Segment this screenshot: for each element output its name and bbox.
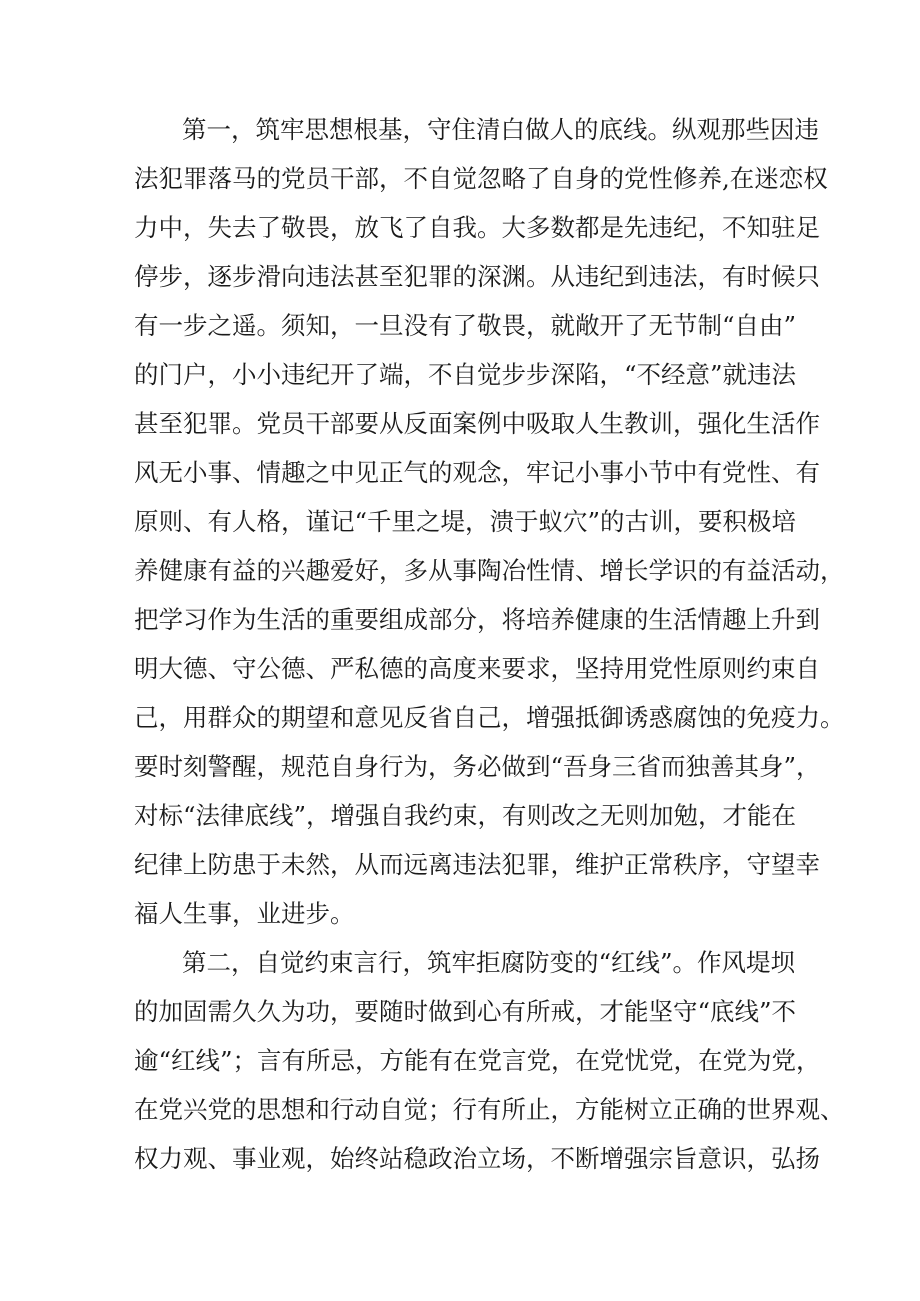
paragraph-1-line-8: 风无小事、情趣之中见正气的观念，牢记小事小节中有党性、有 xyxy=(134,458,820,487)
paragraph-1-line-13: 己，用群众的期望和意见反省自己，增强抵御诱惑腐蚀的免疫力。 xyxy=(134,703,845,732)
paragraph-1-line-3: 力中，失去了敬畏，放飞了自我。大多数都是先违纪，不知驻足 xyxy=(134,213,820,242)
paragraph-1-line-5: 有一步之遥。须知，一旦没有了敬畏，就敞开了无节制“自由” xyxy=(134,311,797,340)
paragraph-1-line-14: 要时刻警醒，规范自身行为，务必做到“吾身三省而独善其身”， xyxy=(134,752,821,781)
paragraph-2-line-5: 权力观、事业观，始终站稳政治立场，不断增强宗旨意识，弘扬 xyxy=(134,1144,820,1173)
paragraph-1-line-10: 养健康有益的兴趣爱好，多从事陶冶性情、增长学识的有益活动， xyxy=(134,556,845,585)
paragraph-1-line-1: 第一，筑牢思想根基，守住清白做人的底线。纵观那些因违 xyxy=(182,115,819,144)
paragraph-1-line-2: 法犯罪落马的党员干部，不自觉忽略了自身的党性修养,在迷恋权 xyxy=(134,164,828,193)
paragraph-1-line-4: 停步，逐步滑向违法甚至犯罪的深渊。从违纪到违法，有时候只 xyxy=(134,262,820,291)
paragraph-2-line-3: 逾“红线”；言有所忌，方能有在党言党，在党忧党，在党为党， xyxy=(134,1046,821,1075)
paragraph-1-line-15: 对标“法律底线”，增强自我约束，有则改之无则加勉，才能在 xyxy=(134,801,797,830)
paragraph-1-line-12: 明大德、守公德、严私德的高度来要求，坚持用党性原则约束自 xyxy=(134,654,820,683)
paragraph-2-line-4: 在党兴党的思想和行动自觉；行有所止，方能树立正确的世界观、 xyxy=(134,1095,845,1124)
paragraph-1-line-9: 原则、有人格，谨记“千里之堤，溃于蚁穴”的古训，要积极培 xyxy=(134,507,797,536)
paragraph-1-line-17: 福人生事，业进步。 xyxy=(134,899,355,928)
paragraph-2-line-1: 第二，自觉约束言行，筑牢拒腐防变的“红线”。作风堤坝 xyxy=(182,948,796,977)
paragraph-1-line-6: 的门户，小小违纪开了端，不自觉步步深陷，“不经意”就违法 xyxy=(134,360,797,389)
paragraph-2-line-2: 的加固需久久为功，要随时做到心有所戒，才能坚守“底线”不 xyxy=(134,997,797,1026)
paragraph-1-line-11: 把学习作为生活的重要组成部分，将培养健康的生活情趣上升到 xyxy=(134,605,820,634)
paragraph-1-line-7: 甚至犯罪。党员干部要从反面案例中吸取人生教训，强化生活作 xyxy=(134,409,820,438)
paragraph-1-line-16: 纪律上防患于未然，从而远离违法犯罪，维护正常秩序，守望幸 xyxy=(134,850,820,879)
